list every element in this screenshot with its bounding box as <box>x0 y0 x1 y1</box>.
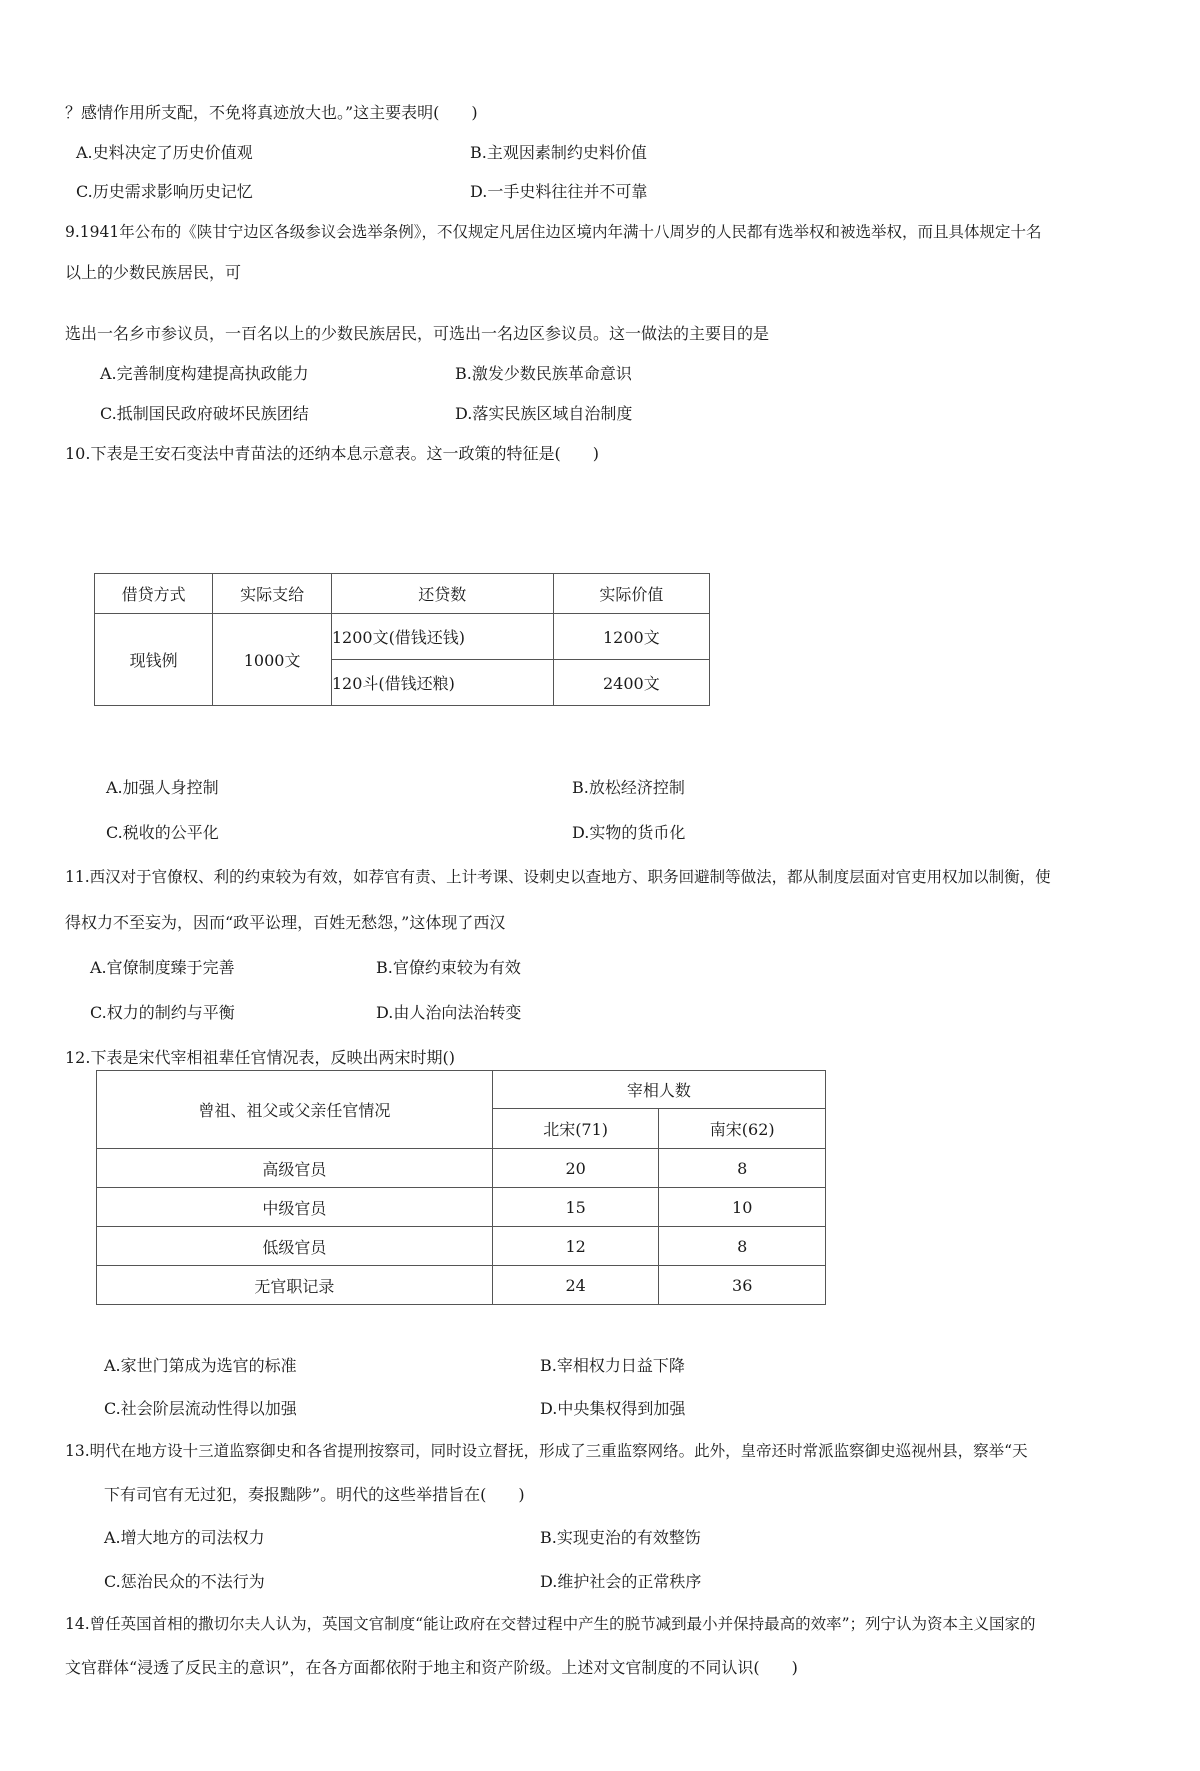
q11-option-a: A.官僚制度臻于完善 <box>90 958 235 977</box>
q10-option-c: C.税收的公平化 <box>106 823 219 842</box>
q10-header-repay: 还贷数 <box>331 574 553 614</box>
q12-row-label: 无官职记录 <box>97 1266 493 1305</box>
q10-stem: 10.下表是王安石变法中青苗法的还纳本息示意表。这一政策的特征是( ) <box>65 444 599 463</box>
q12-row-label: 低级官员 <box>97 1227 493 1266</box>
q12-cell-north: 24 <box>492 1266 659 1305</box>
q12-option-b: B.宰相权力日益下降 <box>540 1356 685 1375</box>
q12-option-c: C.社会阶层流动性得以加强 <box>104 1399 297 1418</box>
q12-stem: 12.下表是宋代宰相祖辈任官情况表，反映出两宋时期() <box>65 1048 455 1067</box>
q10-option-d: D.实物的货币化 <box>572 823 686 842</box>
q14-stem-line-1: 14.曾任英国首相的撒切尔夫人认为，英国文官制度“能让政府在交替过程中产生的脱节减到最小并保持最高的效率”；列宁认为资本主义国家的 <box>65 1615 1036 1633</box>
q10-header-given: 实际支给 <box>213 574 332 614</box>
q8-option-c: C.历史需求影响历史记忆 <box>76 182 253 201</box>
q9-option-b: B.激发少数民族革命意识 <box>455 364 632 383</box>
q10-option-a: A.加强人身控制 <box>106 778 219 797</box>
q10-header-value: 实际价值 <box>553 574 709 614</box>
q10-cell-value-1: 1200文 <box>553 614 709 660</box>
q12-cell-south: 8 <box>659 1149 826 1188</box>
q9-stem-line-2: 以上的少数民族居民，可 <box>65 263 242 282</box>
q13-stem-line-2: 下有司官有无过犯，奏报黜陟”。明代的这些举措旨在( ) <box>104 1485 525 1504</box>
q11-stem-line-2: 得权力不至妄为，因而“政平讼理，百姓无愁怨，”这体现了西汉 <box>65 913 506 932</box>
q10-cell-given: 1000文 <box>213 614 332 706</box>
q9-option-a: A.完善制度构建提高执政能力 <box>100 364 309 383</box>
q11-option-b: B.官僚约束较为有效 <box>376 958 521 977</box>
q12-cell-south: 36 <box>659 1266 826 1305</box>
q9-option-c: C.抵制国民政府破坏民族团结 <box>100 404 309 423</box>
q11-stem-line-1: 11.西汉对于官僚权、利的约束较为有效，如荐官有责、上计考课、设刺史以查地方、职务回避制等做法，都从制度层面对官吏用权加以制衡，使 <box>65 868 1051 886</box>
q9-stem-line-3: 选出一名乡市参议员，一百名以上的少数民族居民，可选出一名边区参议员。这一做法的主要目的是 <box>65 324 770 343</box>
q12-row-label: 高级官员 <box>97 1149 493 1188</box>
q8-option-b: B.主观因素制约史料价值 <box>470 143 647 162</box>
q12-cell-north: 12 <box>492 1227 659 1266</box>
q13-option-a: A.增大地方的司法权力 <box>104 1528 265 1547</box>
q10-header-method: 借贷方式 <box>95 574 213 614</box>
q12-cell-north: 15 <box>492 1188 659 1227</box>
q12-option-a: A.家世门第成为选官的标准 <box>104 1356 297 1375</box>
q9-stem-line-1: 9.1941年公布的《陕甘宁边区各级参议会选举条例》，不仅规定凡居住边区境内年满十八周岁的人民都有选举权和被选举权，而且具体规定十名 <box>65 223 1042 241</box>
q13-option-c: C.惩治民众的不法行为 <box>104 1572 265 1591</box>
q10-table <box>94 573 710 706</box>
q12-cell-north: 20 <box>492 1149 659 1188</box>
q10-cell-method: 现钱例 <box>95 614 213 706</box>
q12-table <box>96 1070 826 1305</box>
q8-option-d: D.一手史料往往并不可靠 <box>470 182 648 201</box>
q12-cell-south: 10 <box>659 1188 826 1227</box>
q9-option-d: D.落实民族区域自治制度 <box>455 404 633 423</box>
q11-option-c: C.权力的制约与平衡 <box>90 1003 235 1022</box>
q10-cell-value-2: 2400文 <box>553 660 709 706</box>
q11-option-d: D.由人治向法治转变 <box>376 1003 522 1022</box>
q14-stem-line-2: 文官群体“浸透了反民主的意识”，在各方面都依附于地主和资产阶级。上述对文官制度的不同认识( ) <box>65 1658 798 1677</box>
q12-row-label: 中级官员 <box>97 1188 493 1227</box>
q12-row-header: 曾祖、祖父或父亲任官情况 <box>97 1071 493 1149</box>
q10-cell-repay-1: 1200文(借钱还钱) <box>331 614 553 660</box>
q13-option-b: B.实现吏治的有效整饬 <box>540 1528 701 1547</box>
q8-option-a: A.史料决定了历史价值观 <box>76 143 253 162</box>
q8-stem-tail: ？感情作用所支配，不免将真迹放大也。”这主要表明( ) <box>65 103 478 122</box>
q13-stem-line-1: 13.明代在地方设十三道监察御史和各省提刑按察司，同时设立督抚，形成了三重监察网络。此外，皇帝还时常派监察御史巡视州县，察举“天 <box>65 1442 1028 1460</box>
q10-cell-repay-2: 120斗(借钱还粮) <box>331 660 553 706</box>
q12-col-header-north: 北宋(71) <box>492 1109 659 1149</box>
q12-option-d: D.中央集权得到加强 <box>540 1399 686 1418</box>
q13-option-d: D.维护社会的正常秩序 <box>540 1572 702 1591</box>
q10-option-b: B.放松经济控制 <box>572 778 685 797</box>
q12-group-header: 宰相人数 <box>492 1071 825 1109</box>
q12-col-header-south: 南宋(62) <box>659 1109 826 1149</box>
q12-cell-south: 8 <box>659 1227 826 1266</box>
